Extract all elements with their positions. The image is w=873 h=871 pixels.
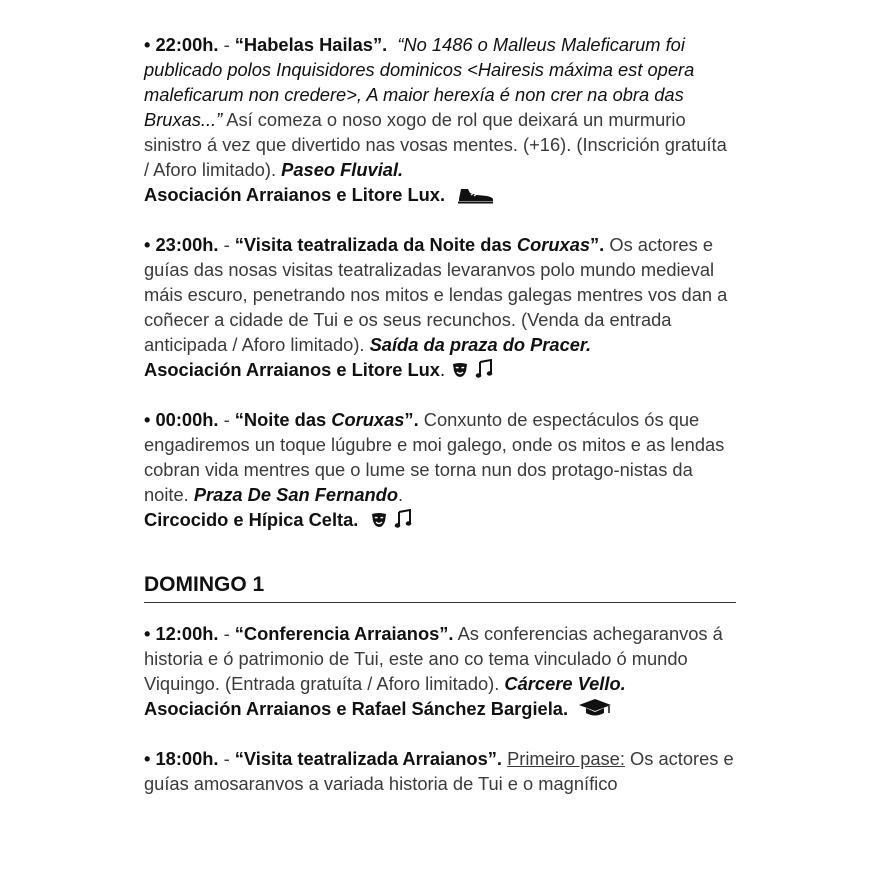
graduation-cap-icon: [578, 698, 612, 718]
event-description: Os actores e guías das nosas visitas teatralizadas levaranvos polo mundo medieval máis escuro, penetrando nos mitos e lendas galegas mentres vos dan a coñecer a cidade de Tui e os seus recunchos. (Venda da entrada anticipada / Aforo limitado).: [144, 234, 728, 355]
music-note-icon: [475, 359, 493, 379]
event-description: Conxunto de espectáculos ós que engadiremos un toque lúgubre e moi galego, onde os mitos e as lendas cobran vida mentres que o lume se torna nun dos protago-nistas da noite.: [144, 409, 725, 505]
theater-masks-icon: [451, 361, 469, 379]
event-pass-label: Primeiro pase:: [507, 748, 625, 769]
event-title: “Habelas Hailas”.: [234, 34, 388, 55]
event-place: Paseo Fluvial.: [281, 159, 404, 180]
music-note-icon: [394, 509, 412, 529]
event-place: Saída da praza do Pracer.: [369, 334, 592, 355]
event-organizer: Asociación Arraianos e Rafael Sánchez Bargiela.: [144, 696, 736, 721]
event-visita-teatralizada-arraianos: • 18:00h. - “Visita teatralizada Arraianos”. Primeiro pase: Os actores e guías amosaranvos a variada historia de Tui e o magnífico: [144, 748, 734, 794]
event-title: “Visita teatralizada Arraianos”.: [234, 748, 502, 769]
event-place: Cárcere Vello.: [504, 673, 626, 694]
event-description: As conferencias achegaranvos á historia e ó patrimonio de Tui, este ano co tema vinculado ó mundo Viquingo. (Entrada gratuíta / Aforo limitado).: [144, 623, 723, 694]
event-quote: “No 1486 o Malleus Maleficarum foi publicado polos Inquisidores dominicos <Hairesis máxima est opera maleficarum non credere>, A maior herexía é non crer na obra das Bruxas...”: [144, 34, 695, 130]
event-title: “Noite das Coruxas”.: [234, 409, 419, 430]
event-time: 12:00h.: [155, 623, 219, 644]
event-visita-teatralizada-noite: • 23:00h. - “Visita teatralizada da Noite das Coruxas”. Os actores e guías das nosas visitas teatralizadas levaranvos polo mundo medieval máis escuro, penetrando nos mitos e lendas galegas mentres vos dan a coñecer a cidade de Tui e os seus recunchos. (Venda da entrada anticipada / Aforo limitado). Saída da praza do Pracer. Asociación Arraianos e Litore Lux.: [144, 232, 736, 382]
section-title-domingo: DOMINGO 1: [144, 572, 736, 603]
shoe-icon: [457, 186, 495, 204]
event-time: 18:00h.: [155, 748, 219, 769]
event-place: Praza De San Fernando: [193, 484, 399, 505]
event-organizer: Asociación Arraianos e Litore Lux.: [144, 357, 736, 382]
program-page: [144, 32, 736, 796]
event-conferencia-arraianos: • 12:00h. - “Conferencia Arraianos”. As conferencias achegaranvos á historia e ó patrimonio de Tui, este ano co tema vinculado ó mundo Viquingo. (Entrada gratuíta / Aforo limitado). Cárcere Vello. Asociación Arraianos e Rafael Sánchez Bargiela.: [144, 621, 736, 721]
event-description: Así comeza o noso xogo de rol que deixará un murmurio sinistro á vez que divertido nas vosas mentes. (+16). (Inscrición gratuíta / Aforo limitado).: [144, 109, 727, 180]
event-time: 00:00h.: [155, 409, 219, 430]
event-noite-das-coruxas: • 00:00h. - “Noite das Coruxas”. Conxunto de espectáculos ós que engadiremos un toque lúgubre e moi galego, onde os mitos e as lendas cobran vida mentres que o lume se torna nun dos protago-nistas da noite. Praza De San Fernando. Circocido e Hípica Celta.: [144, 407, 736, 532]
event-organizer: Asociación Arraianos e Litore Lux.: [144, 182, 736, 207]
event-organizer: Circocido e Hípica Celta.: [144, 507, 736, 532]
event-title: “Visita teatralizada da Noite das Coruxas”.: [234, 234, 605, 255]
event-time: 23:00h.: [155, 234, 219, 255]
event-title: “Conferencia Arraianos”.: [234, 623, 454, 644]
event-habelas-hailas: • 22:00h. - “Habelas Hailas”. “No 1486 o Malleus Maleficarum foi publicado polos Inquisidores dominicos <Hairesis máxima est opera maleficarum non credere>, A maior herexía é non crer na obra das Bruxas...” Así comeza o noso xogo de rol que deixará un murmurio sinistro á vez que divertido nas vosas mentes. (+16). (Inscrición gratuíta / Aforo limitado). Paseo Fluvial. Asociación Arraianos e Litore Lux.: [144, 32, 736, 207]
event-time: 22:00h.: [155, 34, 219, 55]
theater-masks-icon: [370, 511, 388, 529]
event-description: Os actores e guías amosaranvos a variada historia de Tui e o magnífico: [144, 748, 734, 794]
